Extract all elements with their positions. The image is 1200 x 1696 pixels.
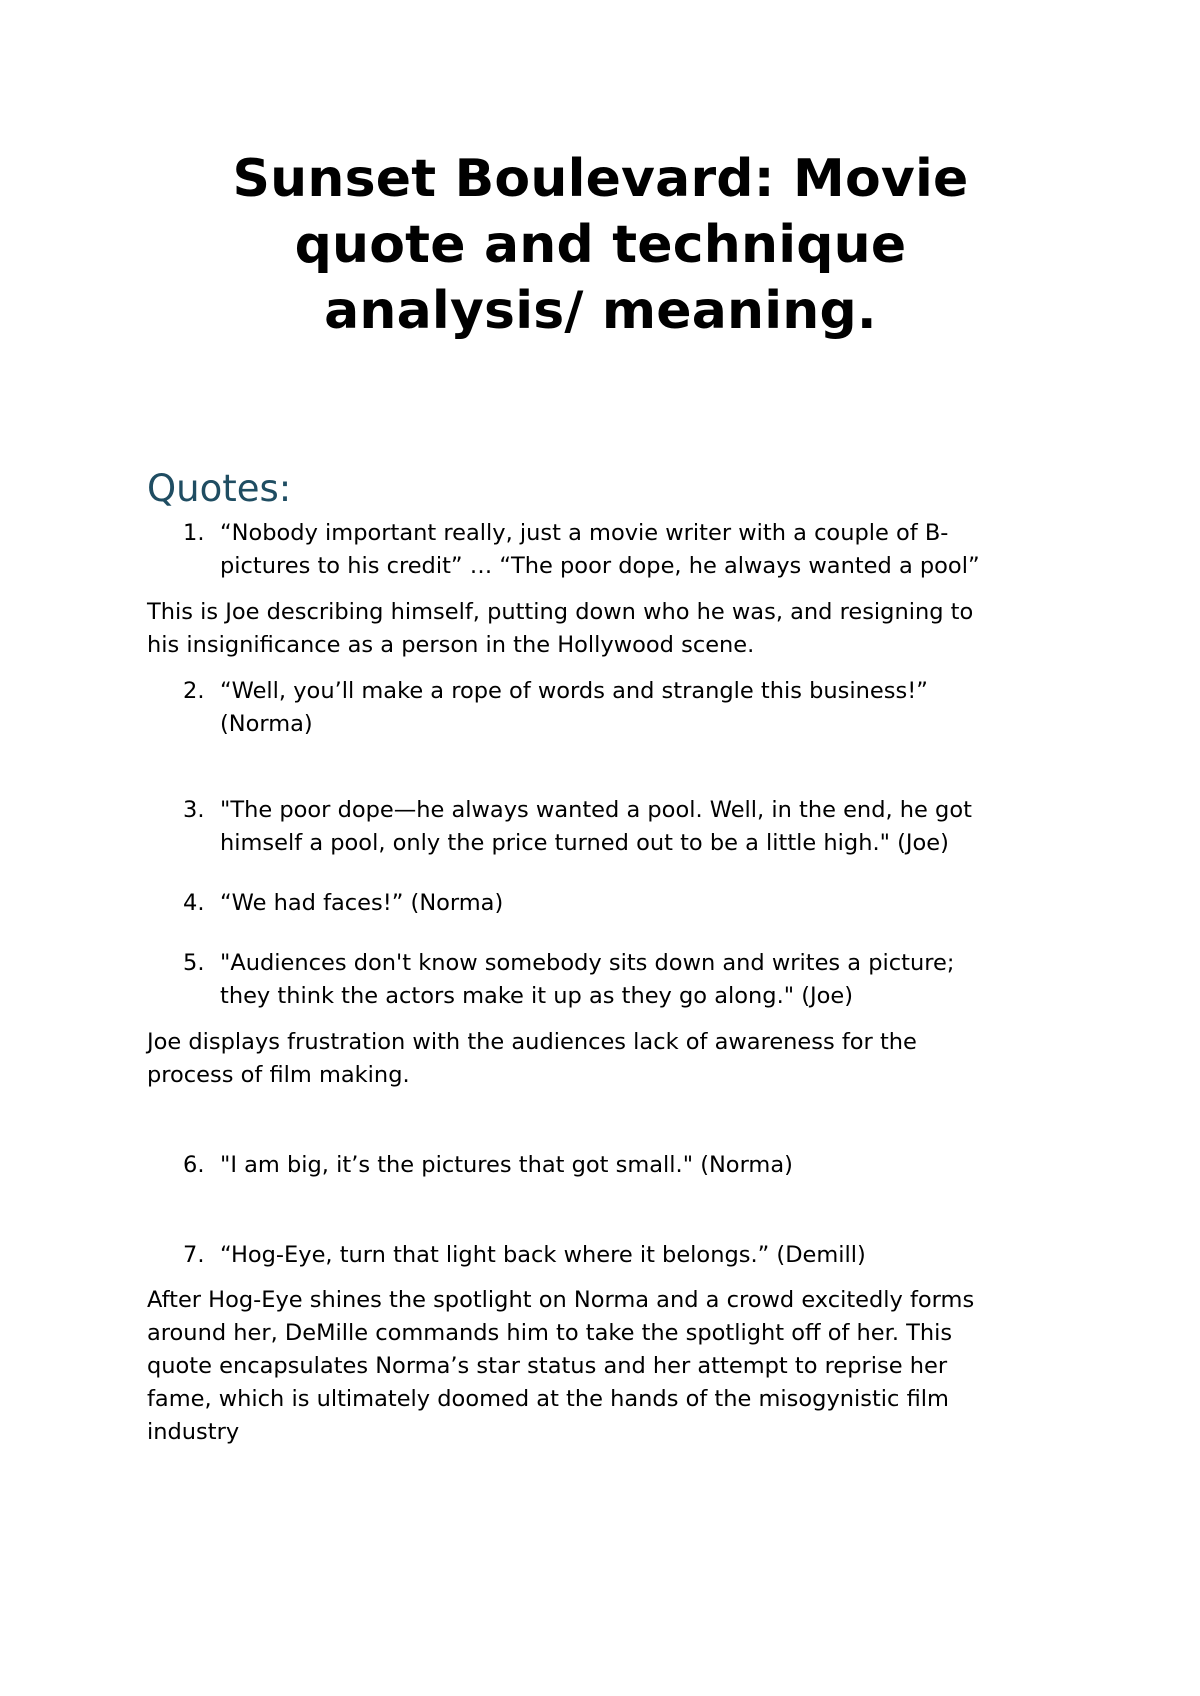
paragraph-line: quote encapsulates Norma’s star status and her attempt to reprise her	[147, 1353, 948, 1379]
quote-item-4	[147, 887, 1054, 920]
analysis-paragraph-7	[147, 1284, 1054, 1449]
paragraph-line: his insignificance as a person in the Hollywood scene.	[147, 632, 755, 658]
quote-item-3	[147, 794, 1054, 860]
paragraph-line: process of film making.	[147, 1062, 410, 1088]
quote-number: 4.	[183, 890, 205, 916]
quote-item-1	[147, 517, 1054, 583]
analysis-paragraph-5	[147, 1026, 1054, 1092]
quote-number: 7.	[183, 1242, 205, 1268]
paragraph-line: Joe displays frustration with the audiences lack of awareness for the	[147, 1029, 917, 1055]
quote-line: “Hog-Eye, turn that light back where it belongs.” (Demill)	[220, 1242, 866, 1268]
quote-number: 6.	[183, 1152, 205, 1178]
title-line: quote and technique	[294, 215, 907, 275]
paragraph-line: industry	[147, 1419, 240, 1445]
title-line: analysis/ meaning.	[324, 281, 877, 341]
quote-line: "I am big, it’s the pictures that got small." (Norma)	[220, 1152, 793, 1178]
paragraph-line: After Hog-Eye shines the spotlight on Norma and a crowd excitedly forms	[147, 1287, 975, 1313]
quote-number: 1.	[183, 520, 205, 546]
title-line: Sunset Boulevard: Movie	[232, 149, 969, 209]
paragraph-line: fame, which is ultimately doomed at the hands of the misogynistic film	[147, 1386, 949, 1412]
quote-line: pictures to his credit” … “The poor dope, he always wanted a pool”	[220, 553, 980, 579]
quote-line: "The poor dope—he always wanted a pool. Well, in the end, he got	[220, 797, 972, 823]
analysis-paragraph-1	[147, 596, 1054, 662]
quote-number: 3.	[183, 797, 205, 823]
quote-line: “We had faces!” (Norma)	[220, 890, 504, 916]
quote-line: “Nobody important really, just a movie writer with a couple of B-	[220, 520, 949, 546]
quote-line: "Audiences don't know somebody sits down and writes a picture;	[220, 950, 955, 976]
paragraph-line: This is Joe describing himself, putting down who he was, and resigning to	[147, 599, 974, 625]
quote-item-6	[147, 1149, 1054, 1182]
quotes-heading: Quotes:	[147, 467, 292, 510]
paragraph-line: around her, DeMille commands him to take the spotlight off of her. This	[147, 1320, 953, 1346]
quote-item-5	[147, 947, 1054, 1013]
quote-line: “Well, you’ll make a rope of words and strangle this business!”	[220, 678, 928, 704]
quote-line: (Norma)	[220, 711, 313, 737]
quote-number: 5.	[183, 950, 205, 976]
quote-number: 2.	[183, 678, 205, 704]
quote-line: they think the actors make it up as they go along." (Joe)	[220, 983, 854, 1009]
quote-item-7	[147, 1239, 1054, 1272]
quote-item-2	[147, 675, 1054, 741]
quote-line: himself a pool, only the price turned out to be a little high." (Joe)	[220, 830, 949, 856]
document-title	[147, 0, 1054, 344]
